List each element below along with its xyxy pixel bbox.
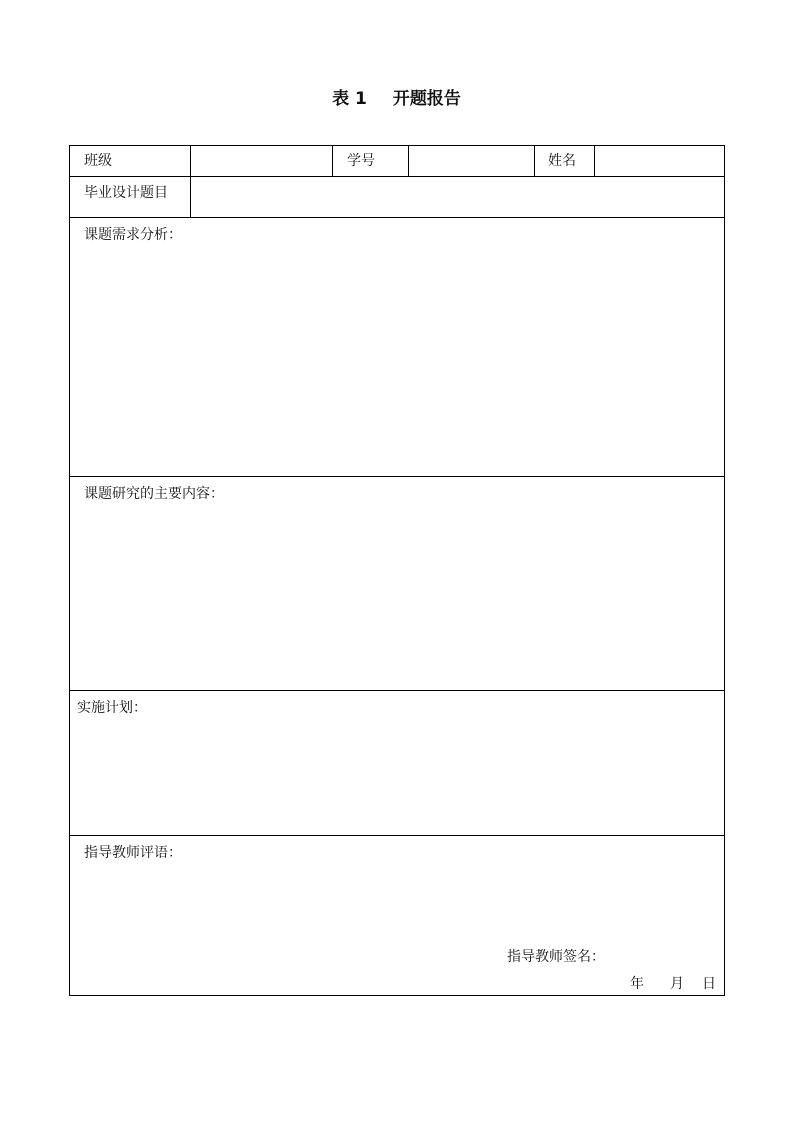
date-day-label: 日 <box>702 976 716 992</box>
date-year-label: 年 <box>630 976 644 992</box>
page-title <box>0 87 793 111</box>
opening-report-form <box>69 145 725 996</box>
research-content-field[interactable] <box>71 506 723 689</box>
implementation-plan-label: 实施计划： <box>77 700 147 716</box>
report-title: 开题报告 <box>392 89 461 109</box>
requirements-analysis-field[interactable] <box>71 246 723 475</box>
divider <box>534 146 535 177</box>
divider <box>594 146 595 177</box>
table-number: 表 1 <box>332 89 367 109</box>
student-id-field[interactable] <box>409 147 533 176</box>
divider <box>70 690 724 691</box>
name-label: 姓名 <box>548 153 576 169</box>
divider <box>70 476 724 477</box>
name-field[interactable] <box>595 147 723 176</box>
advisor-comments-label: 指导教师评语： <box>84 845 182 861</box>
divider <box>408 146 409 177</box>
advisor-signature-label: 指导教师签名： <box>507 949 605 965</box>
research-content-label: 课题研究的主要内容： <box>84 486 224 502</box>
date-month-label: 月 <box>670 976 684 992</box>
implementation-plan-field[interactable] <box>71 720 723 834</box>
divider <box>70 217 724 218</box>
divider <box>70 835 724 836</box>
student-id-label: 学号 <box>347 153 375 169</box>
requirements-analysis-label: 课题需求分析： <box>84 227 182 243</box>
advisor-comments-field[interactable] <box>71 865 723 945</box>
topic-label: 毕业设计题目 <box>84 185 168 201</box>
class-label: 班级 <box>84 153 112 169</box>
topic-field[interactable] <box>191 177 723 216</box>
divider <box>332 146 333 177</box>
class-field[interactable] <box>191 147 331 176</box>
